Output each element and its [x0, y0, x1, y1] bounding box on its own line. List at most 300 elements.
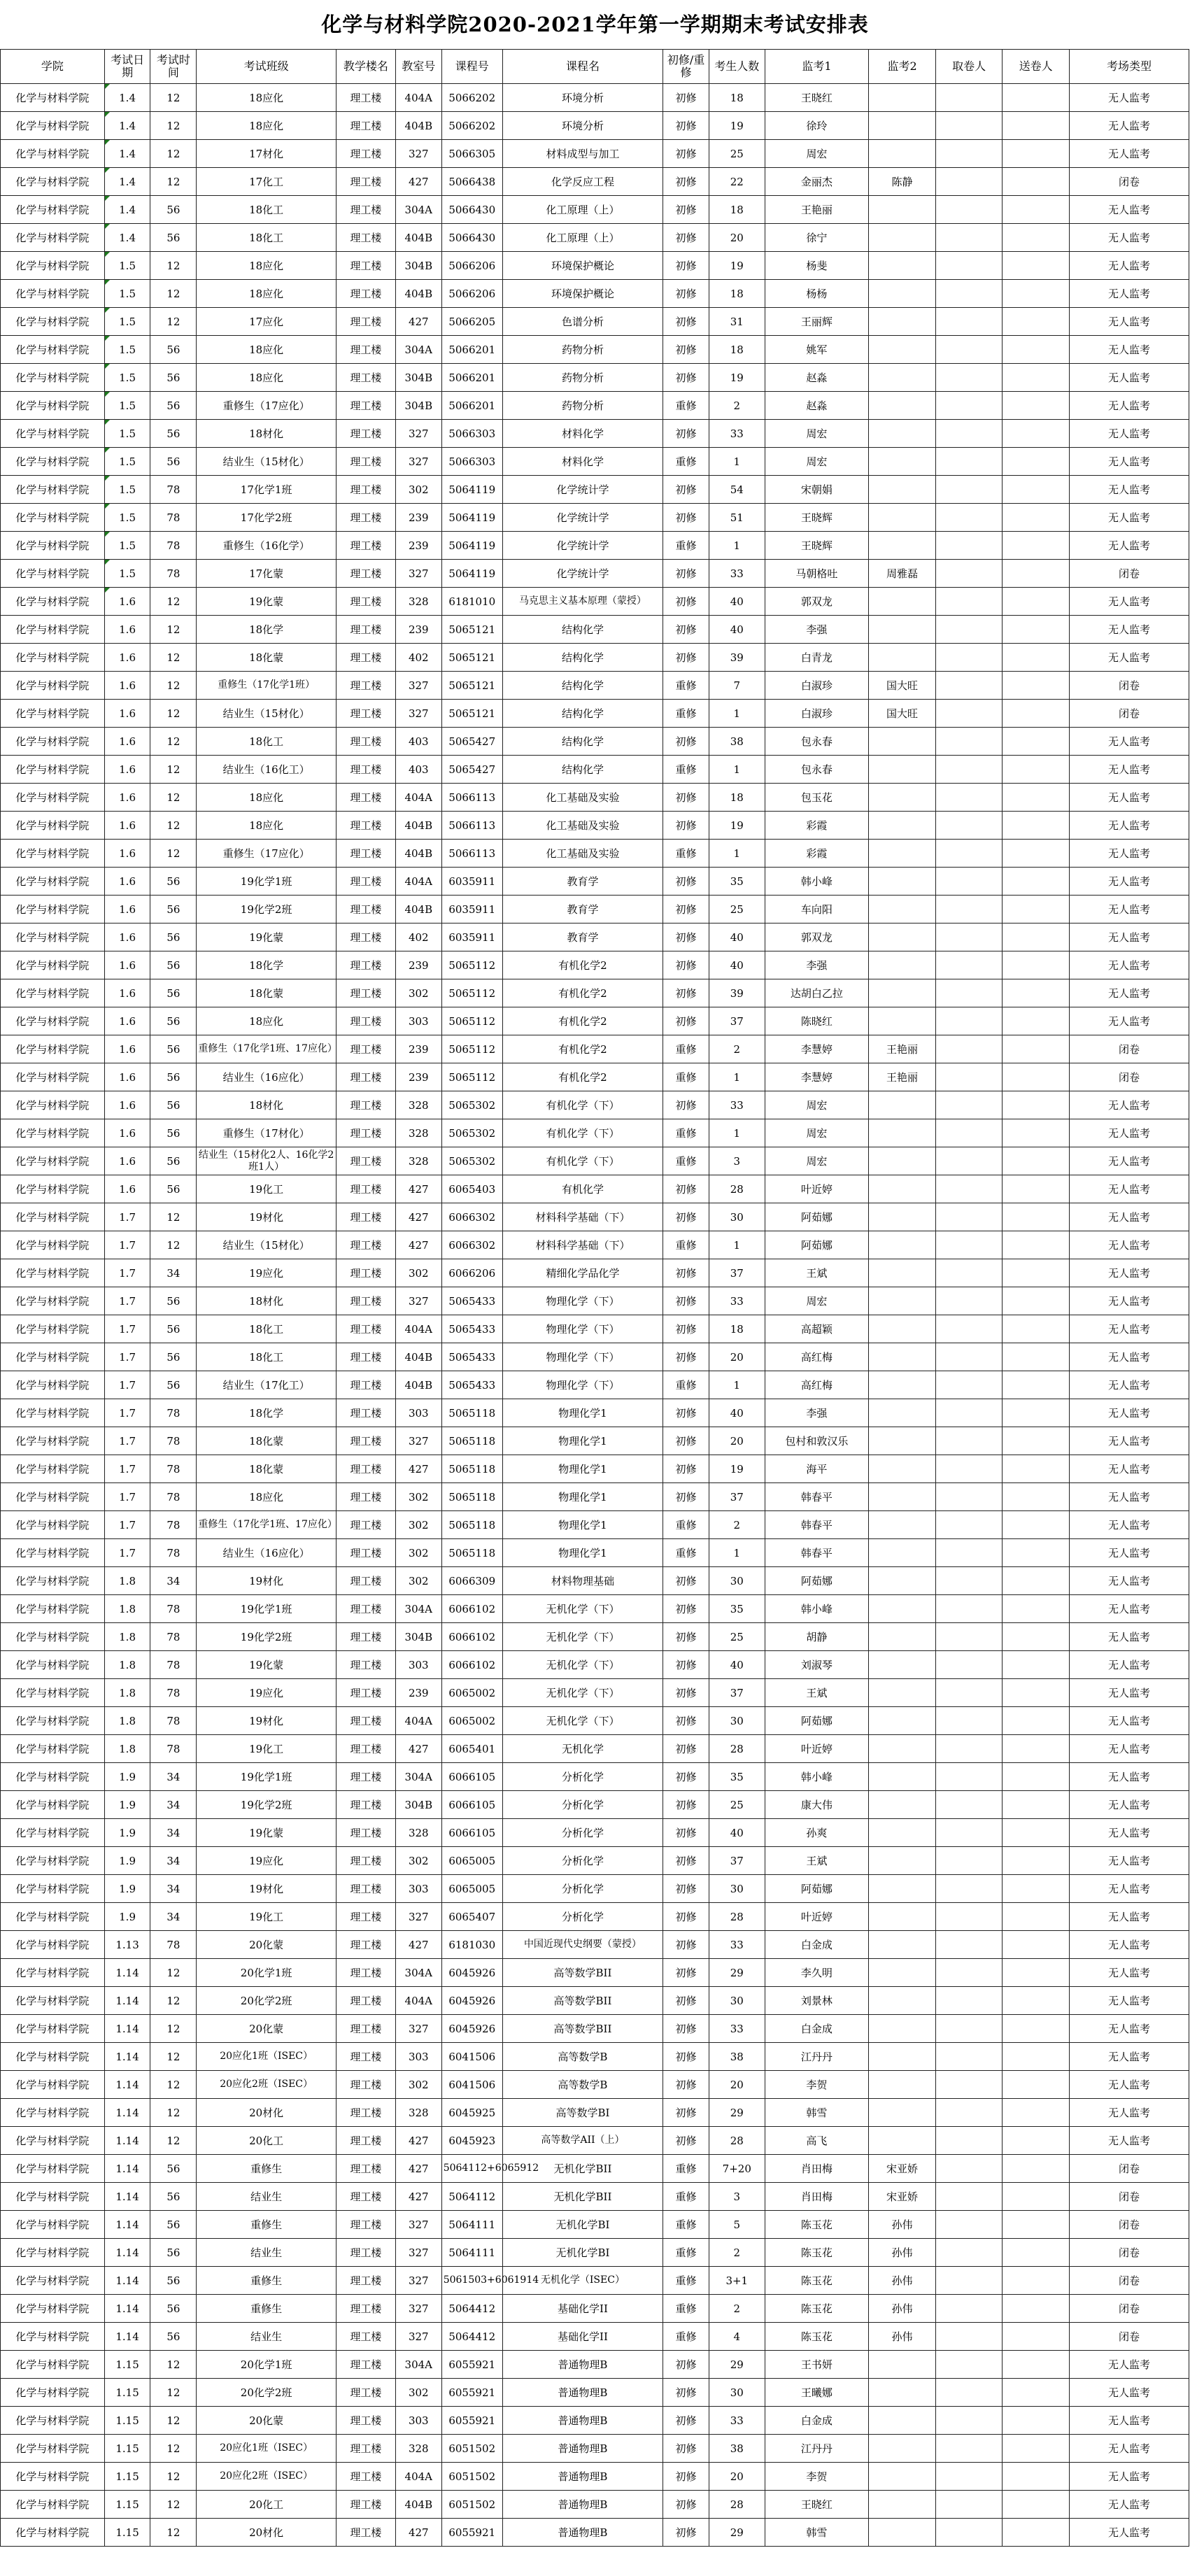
cell-course-name: 色谱分析: [502, 308, 663, 336]
cell-exam-time: 56: [150, 2211, 197, 2239]
cell-course-code: 5064112: [441, 2183, 502, 2211]
cell-exam-room-type: 无人监考: [1069, 812, 1189, 840]
table-row: [1, 1511, 1189, 1539]
cell-college: 化学与材料学院: [1, 2323, 105, 2351]
cell-study-type: 初修: [663, 728, 709, 756]
cell-exam-class: 结业生: [197, 2323, 337, 2351]
cell-study-type: 初修: [663, 2463, 709, 2491]
cell-paper-collector: [935, 1119, 1003, 1147]
table-row: [1, 84, 1189, 112]
cell-exam-room-type: 无人监考: [1069, 588, 1189, 616]
cell-college: 化学与材料学院: [1, 1483, 105, 1511]
cell-study-type: 初修: [663, 2491, 709, 2519]
cell-exam-time: 34: [150, 1259, 197, 1287]
cell-study-type: 初修: [663, 2519, 709, 2547]
cell-proctor1: 李慧婷: [765, 1035, 869, 1063]
cell-proctor1: 王艳丽: [765, 196, 869, 224]
cell-course-name: 高等数学BII: [502, 1959, 663, 1987]
cell-college: 化学与材料学院: [1, 1819, 105, 1847]
cell-paper-deliverer: [1003, 1595, 1070, 1623]
cell-study-type: 初修: [663, 1483, 709, 1511]
cell-student-count: 2: [709, 392, 765, 420]
cell-paper-collector: [935, 168, 1003, 196]
cell-exam-time: 78: [150, 1651, 197, 1679]
cell-college: 化学与材料学院: [1, 1231, 105, 1259]
cell-college: 化学与材料学院: [1, 252, 105, 280]
cell-paper-collector: [935, 2155, 1003, 2183]
cell-course-name: 教育学: [502, 923, 663, 951]
cell-study-type: 初修: [663, 308, 709, 336]
cell-course-code: 6045926: [441, 2015, 502, 2043]
cell-exam-room-type: 无人监考: [1069, 1511, 1189, 1539]
cell-proctor1: 周宏: [765, 1091, 869, 1119]
cell-college: 化学与材料学院: [1, 896, 105, 923]
cell-exam-time: 12: [150, 2099, 197, 2127]
cell-course-code: 6066102: [441, 1623, 502, 1651]
cell-course-name: 有机化学2: [502, 1063, 663, 1091]
cell-exam-date: 1.6: [104, 923, 150, 951]
cell-exam-class: 结业生（15材化）: [197, 700, 337, 728]
cell-exam-room-type: 无人监考: [1069, 2463, 1189, 2491]
cell-course-code: 5065118: [441, 1483, 502, 1511]
cell-college: 化学与材料学院: [1, 1875, 105, 1903]
cell-college: 化学与材料学院: [1, 1763, 105, 1791]
cell-student-count: 19: [709, 112, 765, 140]
cell-course-code: 6055921: [441, 2379, 502, 2407]
cell-student-count: 35: [709, 868, 765, 896]
cell-paper-collector: [935, 1623, 1003, 1651]
cell-student-count: 40: [709, 1651, 765, 1679]
cell-exam-room-type: 无人监考: [1069, 2379, 1189, 2407]
cell-paper-deliverer: [1003, 644, 1070, 672]
cell-exam-room-type: 无人监考: [1069, 896, 1189, 923]
cell-exam-class: 结业生: [197, 2183, 337, 2211]
cell-proctor2: [869, 1147, 936, 1175]
cell-room: 239: [395, 951, 441, 979]
table-row: [1, 2239, 1189, 2267]
cell-proctor1: 刘景林: [765, 1987, 869, 2015]
cell-exam-room-type: 无人监考: [1069, 1903, 1189, 1931]
cell-course-name: 有机化学2: [502, 951, 663, 979]
cell-paper-deliverer: [1003, 532, 1070, 560]
cell-study-type: 初修: [663, 2407, 709, 2435]
cell-building: 理工楼: [336, 2211, 395, 2239]
cell-proctor1: 徐玲: [765, 112, 869, 140]
cell-proctor1: 彩霞: [765, 812, 869, 840]
cell-student-count: 28: [709, 2127, 765, 2155]
cell-course-code: 6041506: [441, 2071, 502, 2099]
cell-course-code: 5066206: [441, 252, 502, 280]
cell-exam-date: 1.5: [104, 252, 150, 280]
table-row: [1, 588, 1189, 616]
cell-exam-room-type: 无人监考: [1069, 644, 1189, 672]
cell-course-code: 6051502: [441, 2435, 502, 2463]
cell-college: 化学与材料学院: [1, 2519, 105, 2547]
cell-exam-date: 1.6: [104, 728, 150, 756]
table-row: [1, 2183, 1189, 2211]
cell-college: 化学与材料学院: [1, 2183, 105, 2211]
table-row: [1, 252, 1189, 280]
cell-exam-time: 12: [150, 308, 197, 336]
table-row: [1, 1259, 1189, 1287]
table-row: [1, 784, 1189, 812]
cell-proctor2: [869, 1007, 936, 1035]
cell-paper-collector: [935, 1063, 1003, 1091]
cell-study-type: 初修: [663, 616, 709, 644]
cell-student-count: 33: [709, 2407, 765, 2435]
cell-paper-collector: [935, 2127, 1003, 2155]
cell-paper-deliverer: [1003, 364, 1070, 392]
cell-student-count: 1: [709, 1539, 765, 1567]
cell-course-name: 无机化学（下）: [502, 1595, 663, 1623]
cell-college: 化学与材料学院: [1, 1427, 105, 1455]
cell-exam-date: 1.6: [104, 700, 150, 728]
cell-paper-collector: [935, 84, 1003, 112]
cell-proctor1: 韩雪: [765, 2519, 869, 2547]
cell-student-count: 3: [709, 2183, 765, 2211]
cell-exam-time: 12: [150, 2043, 197, 2071]
cell-exam-time: 12: [150, 812, 197, 840]
cell-exam-time: 12: [150, 1987, 197, 2015]
cell-course-code: 5065302: [441, 1119, 502, 1147]
cell-exam-time: 78: [150, 1595, 197, 1623]
cell-paper-deliverer: [1003, 1175, 1070, 1203]
cell-exam-time: 78: [150, 532, 197, 560]
cell-paper-collector: [935, 1931, 1003, 1959]
cell-student-count: 35: [709, 1763, 765, 1791]
cell-exam-date: 1.14: [104, 2099, 150, 2127]
cell-exam-time: 12: [150, 2435, 197, 2463]
cell-paper-collector: [935, 700, 1003, 728]
cell-course-code: 6065401: [441, 1735, 502, 1763]
cell-course-code: 5066202: [441, 84, 502, 112]
cell-student-count: 1: [709, 1063, 765, 1091]
cell-room: 239: [395, 1679, 441, 1707]
column-header-paper-collector: 取卷人: [935, 50, 1003, 84]
cell-college: 化学与材料学院: [1, 168, 105, 196]
cell-paper-deliverer: [1003, 1007, 1070, 1035]
cell-exam-room-type: 无人监考: [1069, 1119, 1189, 1147]
cell-room: 404A: [395, 2463, 441, 2491]
cell-room: 328: [395, 1119, 441, 1147]
cell-room: 304A: [395, 1595, 441, 1623]
cell-course-code: 5066303: [441, 420, 502, 448]
column-header-course-name: 课程名: [502, 50, 663, 84]
cell-proctor2: [869, 896, 936, 923]
cell-exam-time: 78: [150, 1399, 197, 1427]
cell-proctor2: [869, 1091, 936, 1119]
table-row: [1, 1035, 1189, 1063]
cell-proctor1: 叶近婷: [765, 1735, 869, 1763]
cell-student-count: 30: [709, 1875, 765, 1903]
cell-study-type: 初修: [663, 2379, 709, 2407]
cell-student-count: 29: [709, 2351, 765, 2379]
cell-proctor2: [869, 1763, 936, 1791]
cell-exam-time: 12: [150, 1231, 197, 1259]
cell-exam-date: 1.14: [104, 1987, 150, 2015]
cell-exam-time: 12: [150, 840, 197, 868]
cell-paper-deliverer: [1003, 1875, 1070, 1903]
cell-exam-class: 18化工: [197, 1315, 337, 1343]
table-row: [1, 2267, 1189, 2295]
cell-study-type: 初修: [663, 280, 709, 308]
cell-exam-class: 18化蒙: [197, 1427, 337, 1455]
cell-building: 理工楼: [336, 1791, 395, 1819]
cell-paper-collector: [935, 196, 1003, 224]
cell-paper-deliverer: [1003, 1623, 1070, 1651]
cell-student-count: 30: [709, 1707, 765, 1735]
cell-room: 404B: [395, 1371, 441, 1399]
cell-study-type: 重修: [663, 700, 709, 728]
cell-course-code: 5065112: [441, 979, 502, 1007]
cell-room: 403: [395, 756, 441, 784]
cell-exam-time: 12: [150, 112, 197, 140]
cell-college: 化学与材料学院: [1, 2491, 105, 2519]
cell-paper-deliverer: [1003, 1679, 1070, 1707]
cell-course-code: 5064119: [441, 504, 502, 532]
cell-exam-class: 19材化: [197, 1875, 337, 1903]
cell-building: 理工楼: [336, 2183, 395, 2211]
cell-exam-class: 19材化: [197, 1203, 337, 1231]
cell-paper-collector: [935, 1343, 1003, 1371]
cell-proctor2: [869, 112, 936, 140]
table-row: [1, 672, 1189, 700]
cell-proctor1: 白金成: [765, 2015, 869, 2043]
cell-room: 303: [395, 1399, 441, 1427]
cell-course-code: 5064112+6065912: [441, 2155, 502, 2183]
cell-paper-collector: [935, 2183, 1003, 2211]
cell-course-name: 有机化学2: [502, 979, 663, 1007]
cell-student-count: 18: [709, 196, 765, 224]
cell-paper-collector: [935, 560, 1003, 588]
cell-paper-collector: [935, 756, 1003, 784]
cell-exam-date: 1.7: [104, 1455, 150, 1483]
cell-proctor2: [869, 616, 936, 644]
cell-paper-collector: [935, 1091, 1003, 1119]
cell-exam-room-type: 无人监考: [1069, 2127, 1189, 2155]
cell-student-count: 7+20: [709, 2155, 765, 2183]
cell-study-type: 重修: [663, 2295, 709, 2323]
cell-room: 404B: [395, 896, 441, 923]
cell-exam-time: 12: [150, 616, 197, 644]
cell-exam-time: 78: [150, 1539, 197, 1567]
header-row: [1, 50, 1189, 84]
cell-college: 化学与材料学院: [1, 1399, 105, 1427]
cell-course-name: 化学统计学: [502, 560, 663, 588]
cell-college: 化学与材料学院: [1, 2043, 105, 2071]
cell-proctor1: 徐宁: [765, 224, 869, 252]
cell-exam-room-type: 无人监考: [1069, 1959, 1189, 1987]
cell-proctor1: 高超颖: [765, 1315, 869, 1343]
cell-paper-deliverer: [1003, 252, 1070, 280]
cell-course-name: 结构化学: [502, 700, 663, 728]
cell-course-name: 物理化学（下）: [502, 1343, 663, 1371]
cell-proctor1: 胡静: [765, 1623, 869, 1651]
cell-building: 理工楼: [336, 1427, 395, 1455]
cell-building: 理工楼: [336, 1315, 395, 1343]
cell-student-count: 18: [709, 1315, 765, 1343]
cell-proctor2: [869, 784, 936, 812]
cell-course-name: 药物分析: [502, 336, 663, 364]
cell-exam-class: 18应化: [197, 812, 337, 840]
cell-proctor2: [869, 868, 936, 896]
cell-proctor1: 海平: [765, 1455, 869, 1483]
cell-room: 427: [395, 1455, 441, 1483]
cell-course-code: 5064119: [441, 532, 502, 560]
cell-exam-room-type: 无人监考: [1069, 728, 1189, 756]
cell-proctor2: [869, 2491, 936, 2519]
cell-building: 理工楼: [336, 784, 395, 812]
cell-exam-room-type: 无人监考: [1069, 1371, 1189, 1399]
cell-course-name: 药物分析: [502, 392, 663, 420]
cell-proctor2: [869, 588, 936, 616]
cell-study-type: 重修: [663, 448, 709, 476]
cell-exam-time: 56: [150, 1371, 197, 1399]
cell-exam-time: 12: [150, 700, 197, 728]
cell-room: 328: [395, 1819, 441, 1847]
cell-paper-deliverer: [1003, 1259, 1070, 1287]
cell-course-code: 6066105: [441, 1819, 502, 1847]
cell-course-code: 5065118: [441, 1399, 502, 1427]
cell-exam-date: 1.5: [104, 336, 150, 364]
cell-proctor2: [869, 1539, 936, 1567]
cell-college: 化学与材料学院: [1, 728, 105, 756]
cell-paper-deliverer: [1003, 336, 1070, 364]
cell-college: 化学与材料学院: [1, 1035, 105, 1063]
cell-college: 化学与材料学院: [1, 1147, 105, 1175]
cell-proctor1: 韩小峰: [765, 1763, 869, 1791]
cell-paper-collector: [935, 2463, 1003, 2491]
cell-building: 理工楼: [336, 812, 395, 840]
cell-exam-room-type: 无人监考: [1069, 923, 1189, 951]
cell-proctor1: 李强: [765, 1399, 869, 1427]
cell-course-code: 6066102: [441, 1651, 502, 1679]
cell-course-code: 6055921: [441, 2519, 502, 2547]
cell-exam-date: 1.14: [104, 2295, 150, 2323]
cell-course-name: 有机化学（下）: [502, 1119, 663, 1147]
cell-exam-class: 结业生（16应化）: [197, 1539, 337, 1567]
cell-study-type: 初修: [663, 1007, 709, 1035]
cell-exam-time: 34: [150, 1875, 197, 1903]
cell-exam-time: 78: [150, 1931, 197, 1959]
cell-study-type: 初修: [663, 1735, 709, 1763]
cell-proctor2: [869, 1623, 936, 1651]
cell-paper-deliverer: [1003, 84, 1070, 112]
cell-paper-deliverer: [1003, 392, 1070, 420]
cell-college: 化学与材料学院: [1, 616, 105, 644]
cell-exam-date: 1.8: [104, 1567, 150, 1595]
cell-proctor1: 肖田梅: [765, 2155, 869, 2183]
cell-study-type: 初修: [663, 1707, 709, 1735]
cell-student-count: 1: [709, 532, 765, 560]
cell-exam-room-type: 无人监考: [1069, 1147, 1189, 1175]
cell-paper-collector: [935, 672, 1003, 700]
cell-study-type: 初修: [663, 1287, 709, 1315]
cell-exam-time: 12: [150, 280, 197, 308]
cell-study-type: 初修: [663, 1091, 709, 1119]
cell-exam-date: 1.4: [104, 224, 150, 252]
cell-study-type: 初修: [663, 560, 709, 588]
column-header-exam-time: 考试时间: [150, 50, 197, 84]
cell-paper-deliverer: [1003, 1511, 1070, 1539]
cell-course-code: 5066438: [441, 168, 502, 196]
cell-exam-date: 1.8: [104, 1623, 150, 1651]
cell-exam-room-type: 闭卷: [1069, 1035, 1189, 1063]
cell-paper-deliverer: [1003, 1847, 1070, 1875]
cell-student-count: 5: [709, 2211, 765, 2239]
cell-building: 理工楼: [336, 1119, 395, 1147]
cell-proctor2: [869, 1203, 936, 1231]
cell-course-name: 基础化学II: [502, 2295, 663, 2323]
cell-proctor2: [869, 280, 936, 308]
column-header-proctor1: 监考1: [765, 50, 869, 84]
cell-building: 理工楼: [336, 588, 395, 616]
table-row: [1, 1931, 1189, 1959]
cell-paper-collector: [935, 1707, 1003, 1735]
cell-exam-class: 18化工: [197, 224, 337, 252]
table-row: [1, 1819, 1189, 1847]
cell-course-name: 物理化学1: [502, 1399, 663, 1427]
cell-student-count: 1: [709, 1371, 765, 1399]
cell-paper-collector: [935, 1427, 1003, 1455]
cell-student-count: 30: [709, 1567, 765, 1595]
page-title: 化学与材料学院2020-2021学年第一学期期末考试安排表: [321, 13, 869, 36]
cell-student-count: 20: [709, 2071, 765, 2099]
cell-paper-deliverer: [1003, 588, 1070, 616]
cell-building: 理工楼: [336, 1091, 395, 1119]
cell-room: 427: [395, 168, 441, 196]
cell-student-count: 37: [709, 1483, 765, 1511]
cell-course-code: 5066205: [441, 308, 502, 336]
cell-proctor2: [869, 1903, 936, 1931]
cell-study-type: 初修: [663, 336, 709, 364]
cell-course-code: 5065121: [441, 644, 502, 672]
cell-study-type: 重修: [663, 1371, 709, 1399]
table-row: [1, 700, 1189, 728]
cell-course-code: 6051502: [441, 2491, 502, 2519]
cell-building: 理工楼: [336, 1539, 395, 1567]
cell-room: 404B: [395, 2491, 441, 2519]
cell-exam-room-type: 无人监考: [1069, 1763, 1189, 1791]
cell-room: 304B: [395, 252, 441, 280]
cell-paper-collector: [935, 504, 1003, 532]
cell-room: 404B: [395, 840, 441, 868]
cell-exam-time: 56: [150, 336, 197, 364]
cell-proctor2: [869, 1707, 936, 1735]
cell-college: 化学与材料学院: [1, 2435, 105, 2463]
cell-course-name: 无机化学（下）: [502, 1623, 663, 1651]
cell-paper-deliverer: [1003, 2295, 1070, 2323]
cell-exam-date: 1.6: [104, 1007, 150, 1035]
cell-room: 327: [395, 2211, 441, 2239]
cell-student-count: 39: [709, 979, 765, 1007]
cell-paper-deliverer: [1003, 1119, 1070, 1147]
cell-course-code: 5066202: [441, 112, 502, 140]
table-row: [1, 2323, 1189, 2351]
cell-proctor1: 韩春平: [765, 1483, 869, 1511]
cell-exam-room-type: 无人监考: [1069, 1483, 1189, 1511]
cell-study-type: 初修: [663, 196, 709, 224]
table-row: [1, 1875, 1189, 1903]
cell-study-type: 初修: [663, 2071, 709, 2099]
cell-exam-date: 1.9: [104, 1847, 150, 1875]
cell-study-type: 初修: [663, 1455, 709, 1483]
cell-study-type: 重修: [663, 2267, 709, 2295]
cell-proctor1: 韩小峰: [765, 868, 869, 896]
cell-exam-class: 18化学: [197, 1399, 337, 1427]
cell-course-name: 无机化学BI: [502, 2239, 663, 2267]
table-row: [1, 1343, 1189, 1371]
